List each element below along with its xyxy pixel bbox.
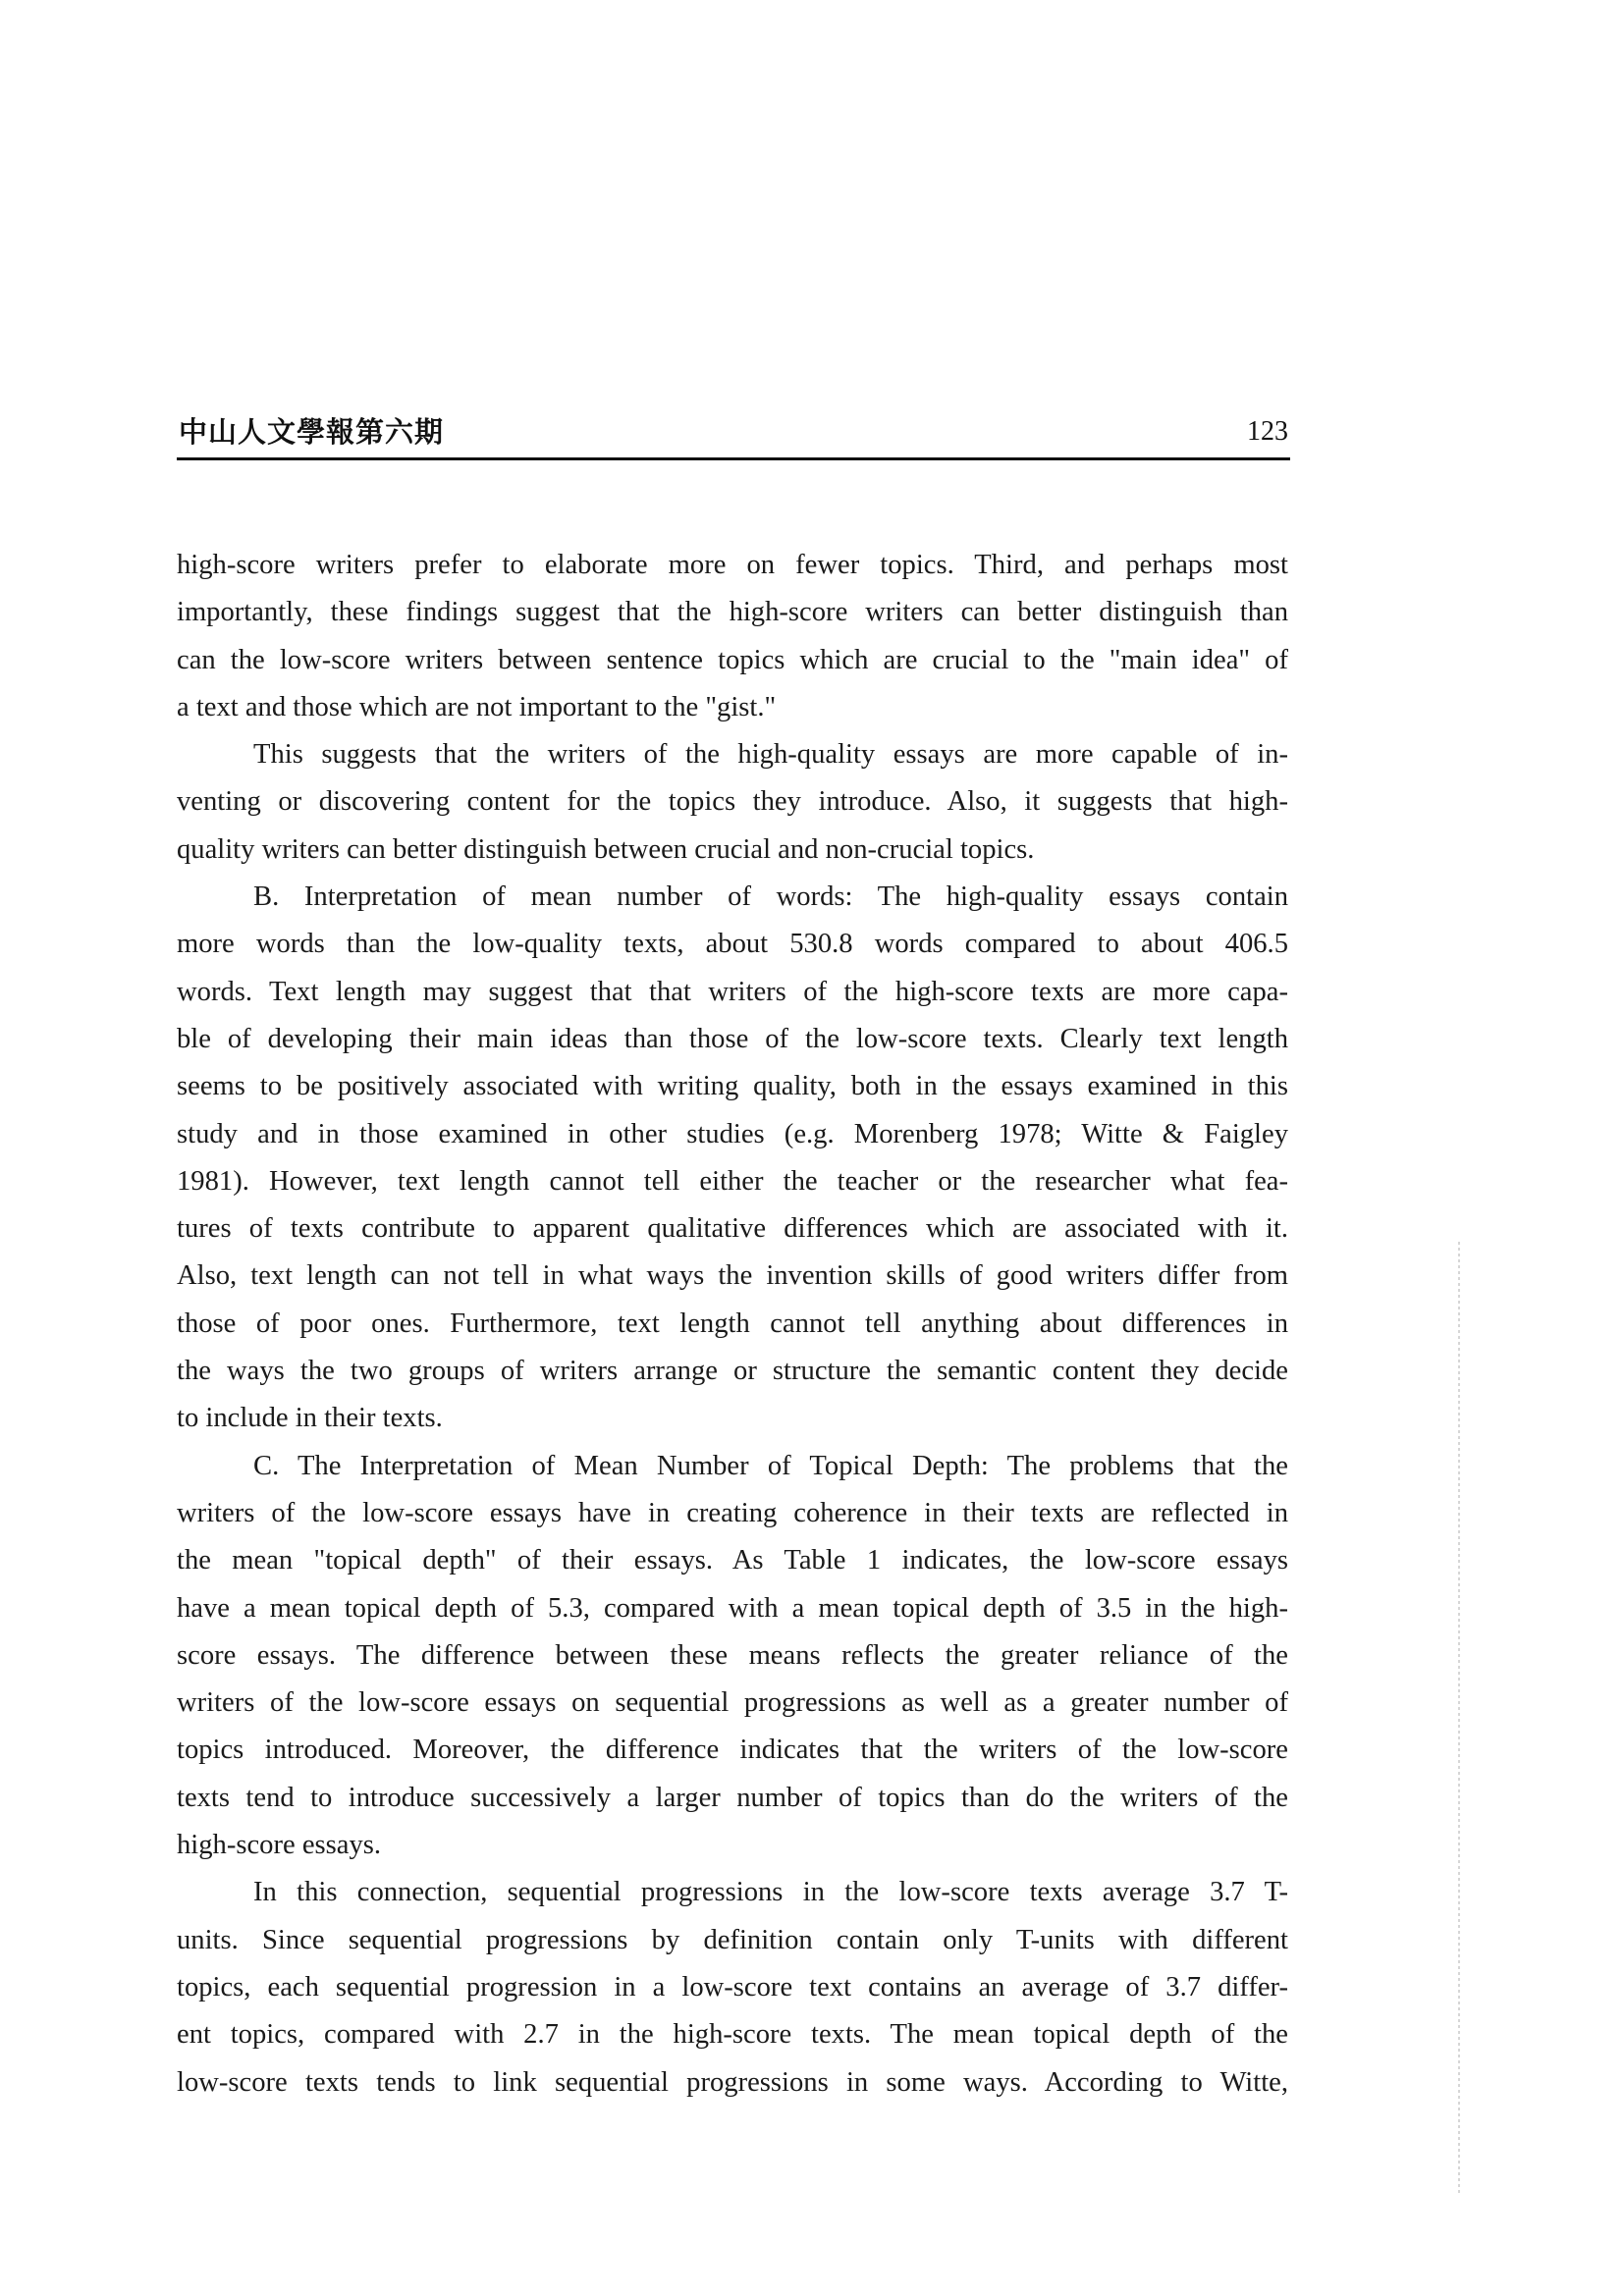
text-line: high-score writers prefer to elaborate more on fewer topics. Third, and perhaps most	[177, 550, 1288, 580]
text-line: ent topics, compared with 2.7 in the high-score texts. The mean topical depth of the	[177, 2019, 1288, 2051]
scan-artifact	[1458, 1242, 1460, 2194]
text-line: B. Interpretation of mean number of words: The high-quality essays contain	[253, 881, 1288, 913]
text-line: topics, each sequential progression in a low-score text contains an average of 3.7 differ-	[177, 1971, 1288, 2002]
text-line: quality writers can better distinguish between crucial and non-crucial topics.	[177, 833, 1035, 865]
text-line: to include in their texts.	[177, 1403, 443, 1434]
text-line: venting or discovering content for the topics they introduce. Also, it suggests that high-	[177, 786, 1288, 818]
text-line: units. Since sequential progressions by definition contain only T-units with different	[177, 1924, 1288, 1955]
text-line: low-score texts tends to link sequential progressions in some ways. According to Witte,	[177, 2066, 1288, 2098]
text-line: Also, text length can not tell in what ways the invention skills of good writers differ from	[177, 1260, 1288, 1292]
text-line: In this connection, sequential progressions in the low-score texts average 3.7 T-	[253, 1877, 1288, 1908]
text-line: 1981). However, text length cannot tell either the teacher or the researcher what fea-	[177, 1165, 1288, 1197]
text-line: seems to be positively associated with writing quality, both in the essays examined in this	[177, 1071, 1288, 1102]
page-number: 123	[1247, 416, 1288, 447]
text-line: high-score essays.	[177, 1830, 382, 1861]
text-line: importantly, these findings suggest that the high-score writers can better distinguish than	[177, 597, 1288, 628]
body-text	[177, 542, 1288, 2107]
text-line: more words than the low-quality texts, about 530.8 words compared to about 406.5	[177, 929, 1288, 960]
text-line: writers of the low-score essays have in creating coherence in their texts are reflected in	[177, 1497, 1288, 1528]
text-line: have a mean topical depth of 5.3, compared with a mean topical depth of 3.5 in the high-	[177, 1592, 1288, 1624]
text-line: topics introduced. Moreover, the difference indicates that the writers of the low-score	[177, 1735, 1288, 1766]
text-line: C. The Interpretation of Mean Number of Topical Depth: The problems that the	[253, 1450, 1288, 1481]
text-line: can the low-score writers between sentence topics which are crucial to the "main idea" of	[177, 644, 1288, 675]
text-line: This suggests that the writers of the high-quality essays are more capable of in-	[253, 739, 1288, 771]
text-line: tures of texts contribute to apparent qualitative differences which are associated with it.	[177, 1213, 1288, 1245]
text-line: ble of developing their main ideas than those of the low-score texts. Clearly text length	[177, 1023, 1288, 1054]
running-header	[177, 410, 1288, 461]
text-line: study and in those examined in other studies (e.g. Morenberg 1978; Witte & Faigley	[177, 1118, 1288, 1149]
text-line: the ways the two groups of writers arrange or structure the semantic content they decide	[177, 1356, 1288, 1387]
text-line: score essays. The difference between these means reflects the greater reliance of the	[177, 1639, 1288, 1671]
text-line: the mean "topical depth" of their essays. As Table 1 indicates, the low-score essays	[177, 1545, 1288, 1576]
header-rule	[177, 457, 1290, 460]
journal-title: 中山人文學報第六期	[179, 415, 445, 449]
text-line: words. Text length may suggest that that writers of the high-score texts are more capa-	[177, 976, 1288, 1007]
text-line: texts tend to introduce successively a larger number of topics than do the writers of the	[177, 1782, 1288, 1813]
text-line: writers of the low-score essays on sequential progressions as well as a greater number of	[177, 1687, 1288, 1719]
text-line: those of poor ones. Furthermore, text length cannot tell anything about differences in	[177, 1308, 1288, 1339]
text-line: a text and those which are not important to the "gist."	[177, 691, 777, 722]
